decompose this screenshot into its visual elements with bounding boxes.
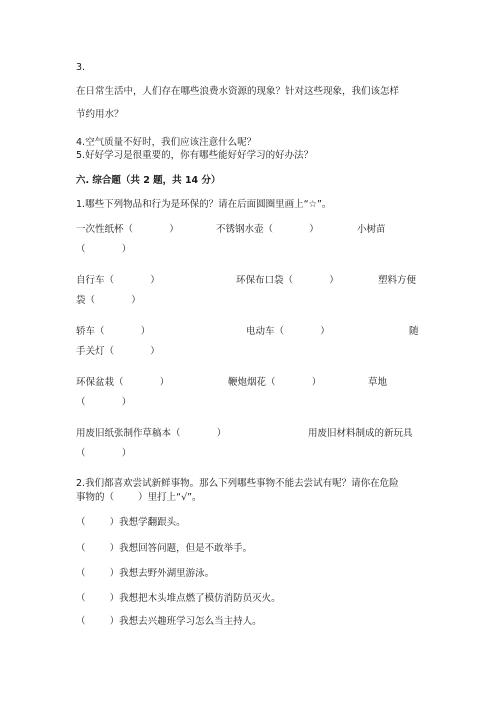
q2-line-1: 2.我们都喜欢尝试新鲜事物。那么下列哪些事物不能去尝试有呢？请你在危险 — [76, 478, 399, 489]
item-e-bike: 电动车（ ） — [246, 326, 330, 337]
q2-line-2: 事物的（ ）里打上“√”。 — [76, 492, 202, 503]
item-plastic-bag: 塑料方便 — [378, 275, 417, 286]
item-new-toy: 用废旧材料制成的新玩具 — [308, 428, 413, 439]
q2-option-4: （ ）我想把木头堆点燃了模仿消防员灭火。 — [76, 593, 281, 604]
item-paper-cup: 一次性纸杯（ ） — [76, 224, 179, 235]
item-cloth-bag: 环保布口袋（ ） — [236, 275, 339, 286]
q2-option-2: （ ）我想回答问题，但是不敢举手。 — [76, 543, 253, 554]
q3-line-1: 在日常生活中，人们存在哪些浪费水资源的现象？针对这些现象，我们该怎样 — [76, 86, 400, 97]
section-6-title: 六. 综合题（共 2 题，共 14 分） — [76, 175, 221, 186]
item-draft-book: 用废旧纸张制作草稿本（ ） — [76, 428, 227, 439]
q4-text: 4.空气质量不好时，我们应该注意什么呢？ — [76, 137, 257, 148]
item-bicycle: 自行车（ ） — [76, 275, 160, 286]
item-plastic-bag-blank: 袋（ ） — [76, 295, 141, 306]
q3-number: 3. — [76, 62, 86, 73]
q1-prompt: 1.哪些下列物品和行为是环保的？请在后面圆圈里画上“☆”。 — [76, 199, 332, 210]
item-lawn: 草地 — [368, 377, 388, 388]
q2-option-5: （ ）我想去兴趣班学习怎么当主持人。 — [76, 616, 262, 627]
item-car: 轿车（ ） — [76, 326, 151, 337]
item-fireworks: 鞭炮烟花（ ） — [228, 377, 322, 388]
item-sapling-blank: （ ） — [76, 244, 132, 255]
q5-text: 5.好好学习是很重要的，你有哪些能好好学习的好办法？ — [76, 150, 314, 161]
q2-option-3: （ ）我想去野外湖里游泳。 — [76, 568, 215, 579]
item-lawn-blank: （ ） — [76, 397, 132, 408]
item-potted-plant: 环保盆栽（ ） — [76, 377, 170, 388]
item-steel-bottle: 不锈钢水壶（ ） — [216, 224, 319, 235]
item-sapling: 小树苗 — [357, 224, 386, 235]
item-lights-off-blank: 手关灯（ ） — [76, 346, 160, 357]
item-lights-off: 随 — [409, 326, 419, 337]
q3-line-2: 节约用水？ — [76, 109, 124, 120]
item-new-toy-blank: （ ） — [76, 448, 132, 459]
q2-option-1: （ ）我想学翻跟头。 — [76, 517, 186, 528]
